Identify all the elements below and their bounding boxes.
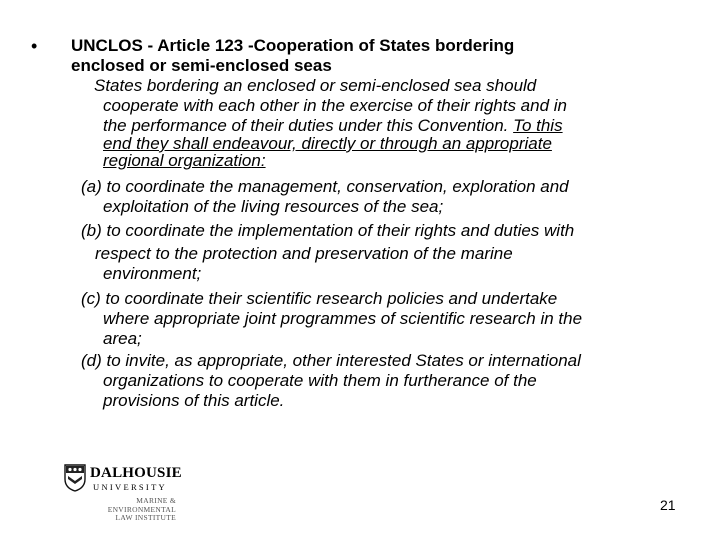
- institute-name: [100, 497, 176, 523]
- text-line: respect to the protection and preservation of the marine: [95, 244, 513, 263]
- text-line: area;: [103, 329, 142, 348]
- text-line: provisions of this article.: [103, 391, 285, 410]
- bullet-marker: •: [31, 36, 38, 56]
- text-line: exploitation of the living resources of the sea;: [103, 197, 444, 216]
- clause-c: (c) to coordinate their scientific research policies and undertake: [81, 289, 558, 308]
- text-line-underlined: end they shall endeavour, directly or through an appropriate: [103, 134, 552, 153]
- text-line: where appropriate joint programmes of scientific research in the: [103, 309, 583, 328]
- heading-line-1: UNCLOS - Article 123 -Cooperation of States bordering: [71, 36, 515, 55]
- text-line: [103, 116, 563, 136]
- slide-heading: [71, 36, 671, 76]
- institute-line: ENVIRONMENTAL: [107, 504, 176, 514]
- text-line: States bordering an enclosed or semi-enclosed sea should: [94, 76, 537, 95]
- dalhousie-logo: [62, 462, 182, 524]
- clause-a: (a) to coordinate the management, conservation, exploration and: [81, 177, 569, 196]
- text-line: organizations to cooperate with them in furtherance of the: [103, 371, 537, 390]
- logo-subtitle: UNIVERSITY: [93, 482, 167, 492]
- institute-line: MARINE &: [136, 496, 176, 505]
- text-segment: the performance of their duties under this Convention.: [103, 116, 514, 135]
- shield-icon: [64, 464, 86, 492]
- clause-b: (b) to coordinate the implementation of their rights and duties with: [81, 221, 575, 240]
- underlined-segment: To this: [513, 116, 563, 135]
- text-line: cooperate with each other in the exercise of their rights and in: [103, 96, 567, 115]
- logo-wordmark: DALHOUSIE: [90, 465, 182, 481]
- page-number: 21: [660, 497, 676, 513]
- clause-d: (d) to invite, as appropriate, other interested States or international: [81, 351, 581, 370]
- institute-line: LAW INSTITUTE: [115, 513, 176, 522]
- text-line-underlined: regional organization:: [103, 151, 266, 170]
- text-line: environment;: [103, 264, 202, 283]
- heading-line-2: enclosed or semi-enclosed seas: [71, 56, 332, 75]
